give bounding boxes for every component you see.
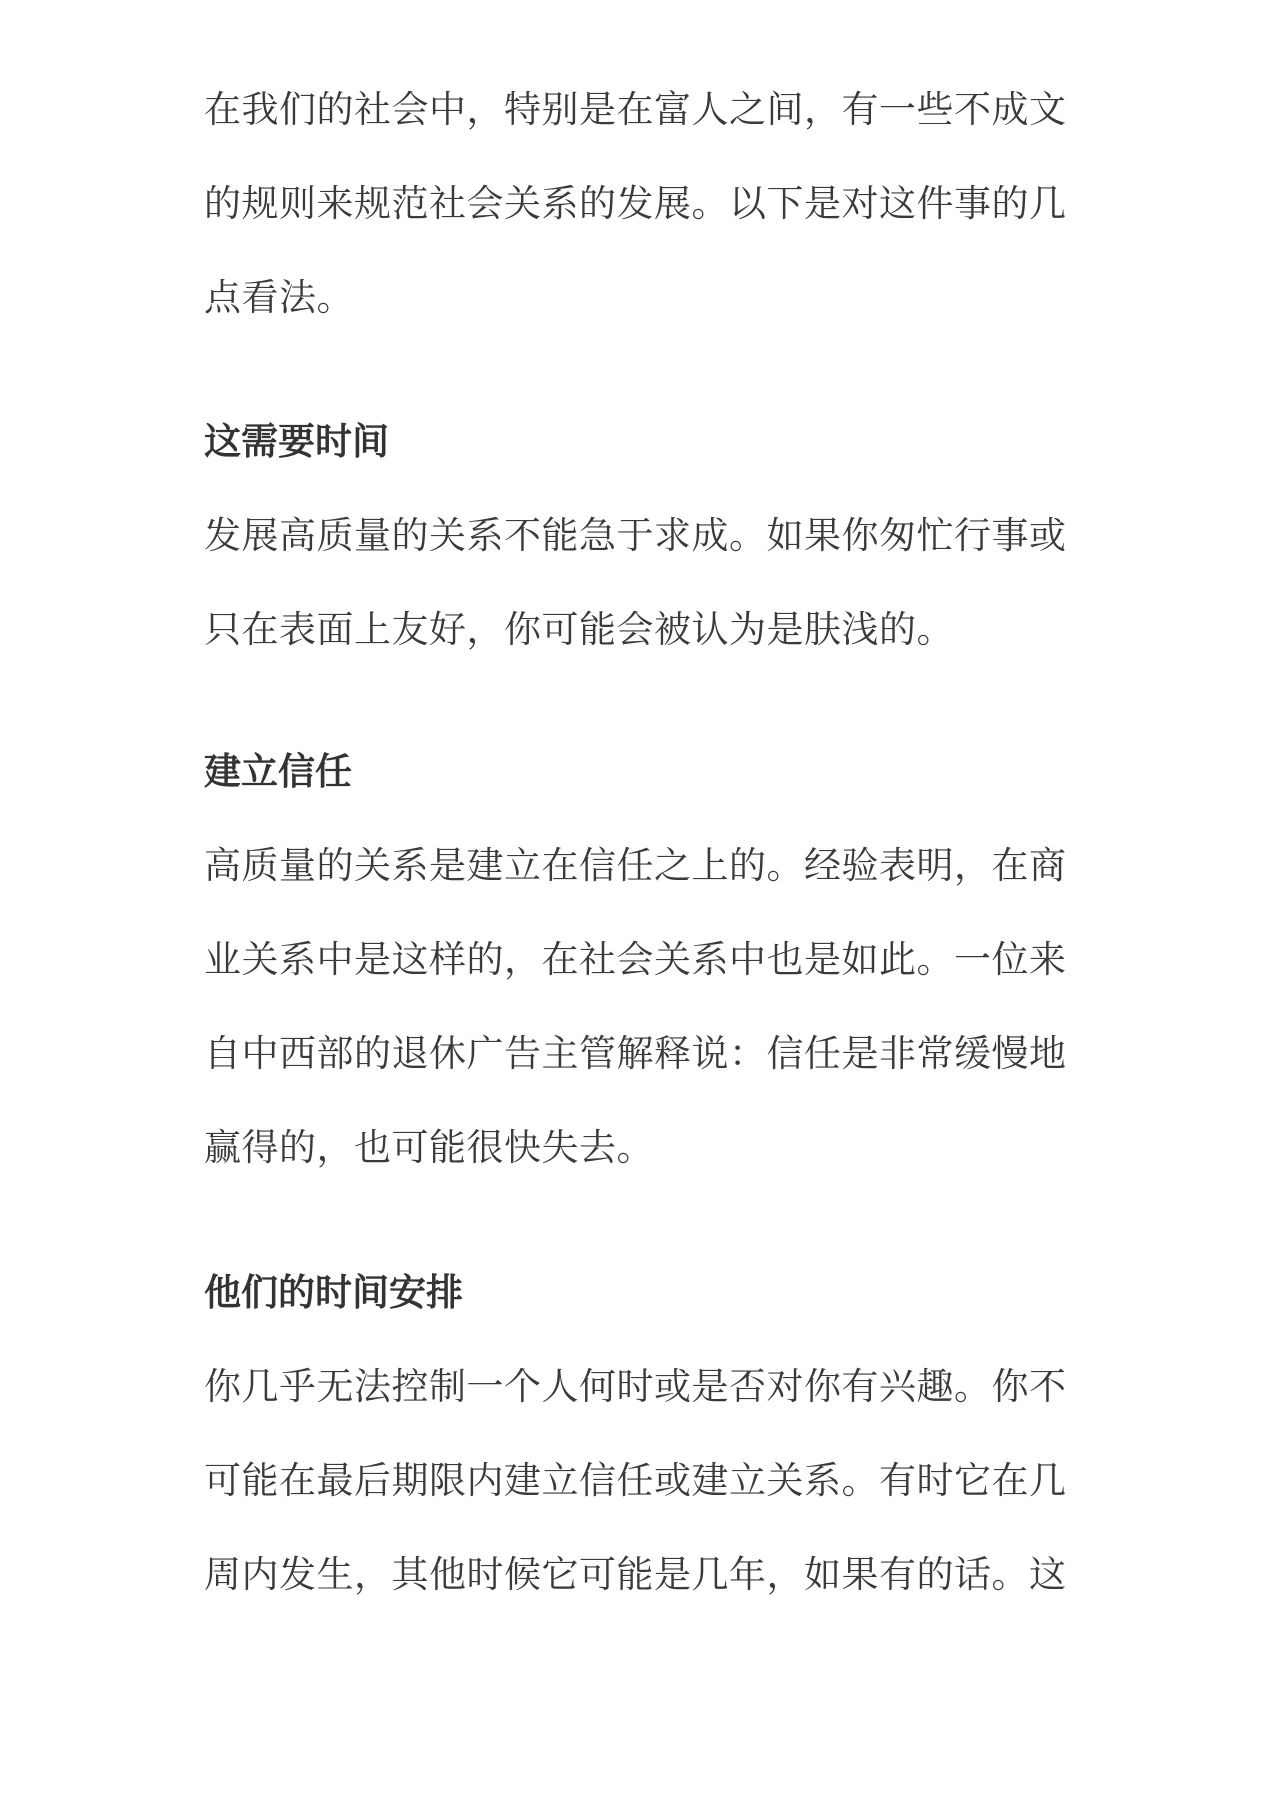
paragraph-line: 业关系中是这样的，在社会关系中也是如此。一位来 (204, 938, 1067, 981)
paragraph-line: 周内发生，其他时候它可能是几年，如果有的话。这 (204, 1553, 1067, 1596)
paragraph-line: 在我们的社会中，特别是在富人之间，有一些不成文 (204, 88, 1067, 131)
paragraph-line: 点看法。 (204, 276, 354, 319)
section-heading-time: 这需要时间 (204, 420, 389, 463)
intro-paragraph (204, 63, 1067, 345)
paragraph-line: 高质量的关系是建立在信任之上的。经验表明，在商 (204, 844, 1067, 887)
section-paragraph-schedule (204, 1340, 1067, 1622)
paragraph-line: 只在表面上友好，你可能会被认为是肤浅的。 (204, 608, 954, 651)
section-heading-schedule: 他们的时间安排 (204, 1271, 463, 1314)
paragraph-line: 赢得的，也可能很快失去。 (204, 1126, 654, 1169)
section-paragraph-time (204, 489, 1067, 677)
paragraph-line: 你几乎无法控制一个人何时或是否对你有兴趣。你不 (204, 1365, 1067, 1408)
paragraph-line: 可能在最后期限内建立信任或建立关系。有时它在几 (204, 1459, 1067, 1502)
paragraph-line: 自中西部的退休广告主管解释说：信任是非常缓慢地 (204, 1032, 1067, 1075)
paragraph-line: 发展高质量的关系不能急于求成。如果你匆忙行事或 (204, 514, 1067, 557)
section-heading-trust: 建立信任 (204, 750, 352, 793)
paragraph-line: 的规则来规范社会关系的发展。以下是对这件事的几 (204, 182, 1067, 225)
section-paragraph-trust (204, 819, 1067, 1195)
